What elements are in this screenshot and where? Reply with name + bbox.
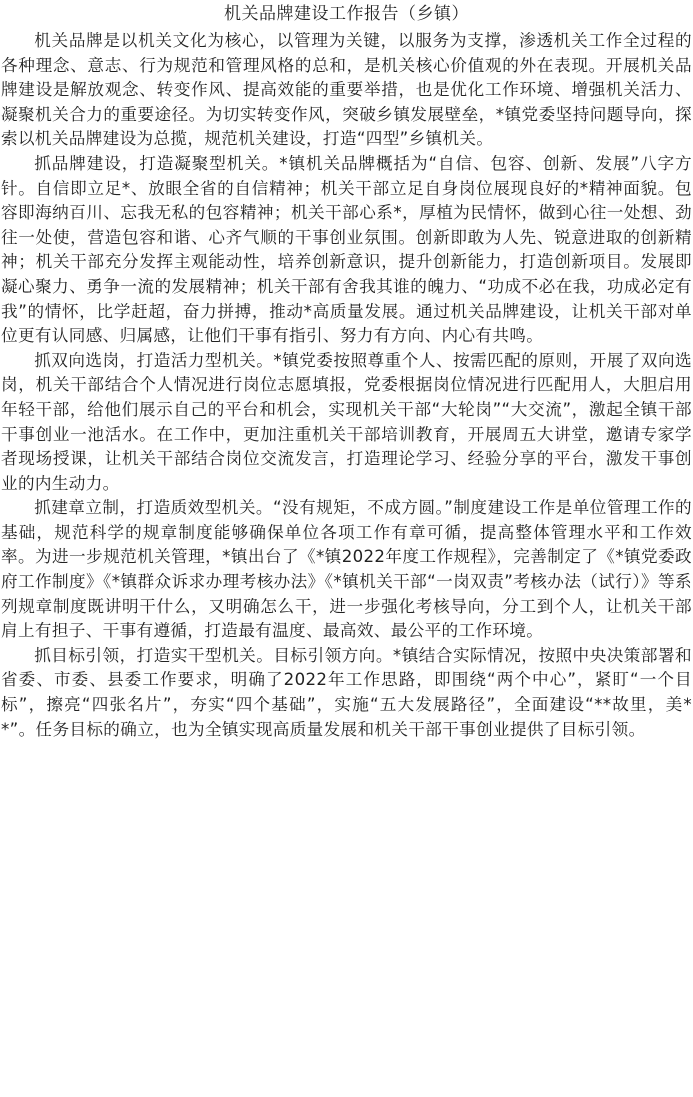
paragraph-regulations: 抓建章立制，打造质效型机关。“没有规矩，不成方圆。”制度建设工作是单位管理工作的基础，规范科学的规章制度能够确保单位各项工作有章可循，提高整体管理水平和工作效率。为进一步规范机关管理，*镇出台了《*镇2022年度工作规程》，完善制定了《*镇党委政府工作制度》《*镇群众诉求办理考核办法》《*镇机关干部“一岗双责”考核办法（试行）》等系列规章制度既讲明干什么，又明确怎么干，进一步强化考核导向，分工到个人，让机关干部肩上有担子、干事有遵循，打造最有温度、最高效、最公平的工作环境。	[1, 498, 692, 641]
document-title: 机关品牌建设工作报告（乡镇）	[224, 4, 469, 24]
paragraph-goal-guidance: 抓目标引领，打造实干型机关。目标引领方向。*镇结合实际情况，按照中央决策部署和省委、市委、县委工作要求，明确了2022年工作思路，即围绕“两个中心”，紧盯“一个目标”，擦亮“四张名片”，夯实“四个基础”，实施“五大发展路径”，全面建设“**故里，美**”。任务目标的确立，也为全镇实现高质量发展和机关干部干事创业提供了目标引领。	[1, 645, 692, 739]
paragraph-two-way-selection: 抓双向选岗，打造活力型机关。*镇党委按照尊重个人、按需匹配的原则，开展了双向选岗，机关干部结合个人情况进行岗位志愿填报，党委根据岗位情况进行匹配用人，大胆启用年轻干部，给他们展示自己的平台和机会，实现机关干部“大轮岗”“大交流”，激起全镇干部干事创业一池活水。在工作中，更加注重机关干部培训教育，开展周五大讲堂，邀请专家学者现场授课，让机关干部结合岗位交流发言，打造理论学习、经验分享的平台，激发干事创业的内生动力。	[1, 350, 692, 493]
paragraph-intro: 机关品牌是以机关文化为核心，以管理为关键，以服务为支撑，渗透机关工作全过程的各种理念、意志、行为规范和管理风格的总和，是机关核心价值观的外在表现。开展机关品牌建设是解放观念、转变作风、提高效能的重要举措，也是优化工作环境、增强机关活力、凝聚机关合力的重要途径。为切实转变作风，突破乡镇发展壁垒，*镇党委坚持问题导向，探索以机关品牌建设为总揽，规范机关建设，打造“四型”乡镇机关。	[1, 31, 692, 149]
paragraph-brand-building: 抓品牌建设，打造凝聚型机关。*镇机关品牌概括为“自信、包容、创新、发展”八字方针。自信即立足*、放眼全省的自信精神；机关干部立足自身岗位展现良好的*精神面貌。包容即海纳百川、忘我无私的包容精神；机关干部心系*，厚植为民情怀，做到心往一处想、劲往一处使，营造包容和谐、心齐气顺的干事创业氛围。创新即敢为人先、锐意进取的创新精神；机关干部充分发挥主观能动性，培养创新意识，提升创新能力，打造创新项目。发展即凝心聚力、勇争一流的发展精神；机关干部有舍我其谁的魄力、“功成不必在我，功成必定有我”的情怀，比学赶超，奋力拼搏，推动*高质量发展。通过机关品牌建设，让机关干部对单位更有认同感、归属感，让他们干事有指引、努力有方向、内心有共鸣。	[1, 153, 692, 346]
